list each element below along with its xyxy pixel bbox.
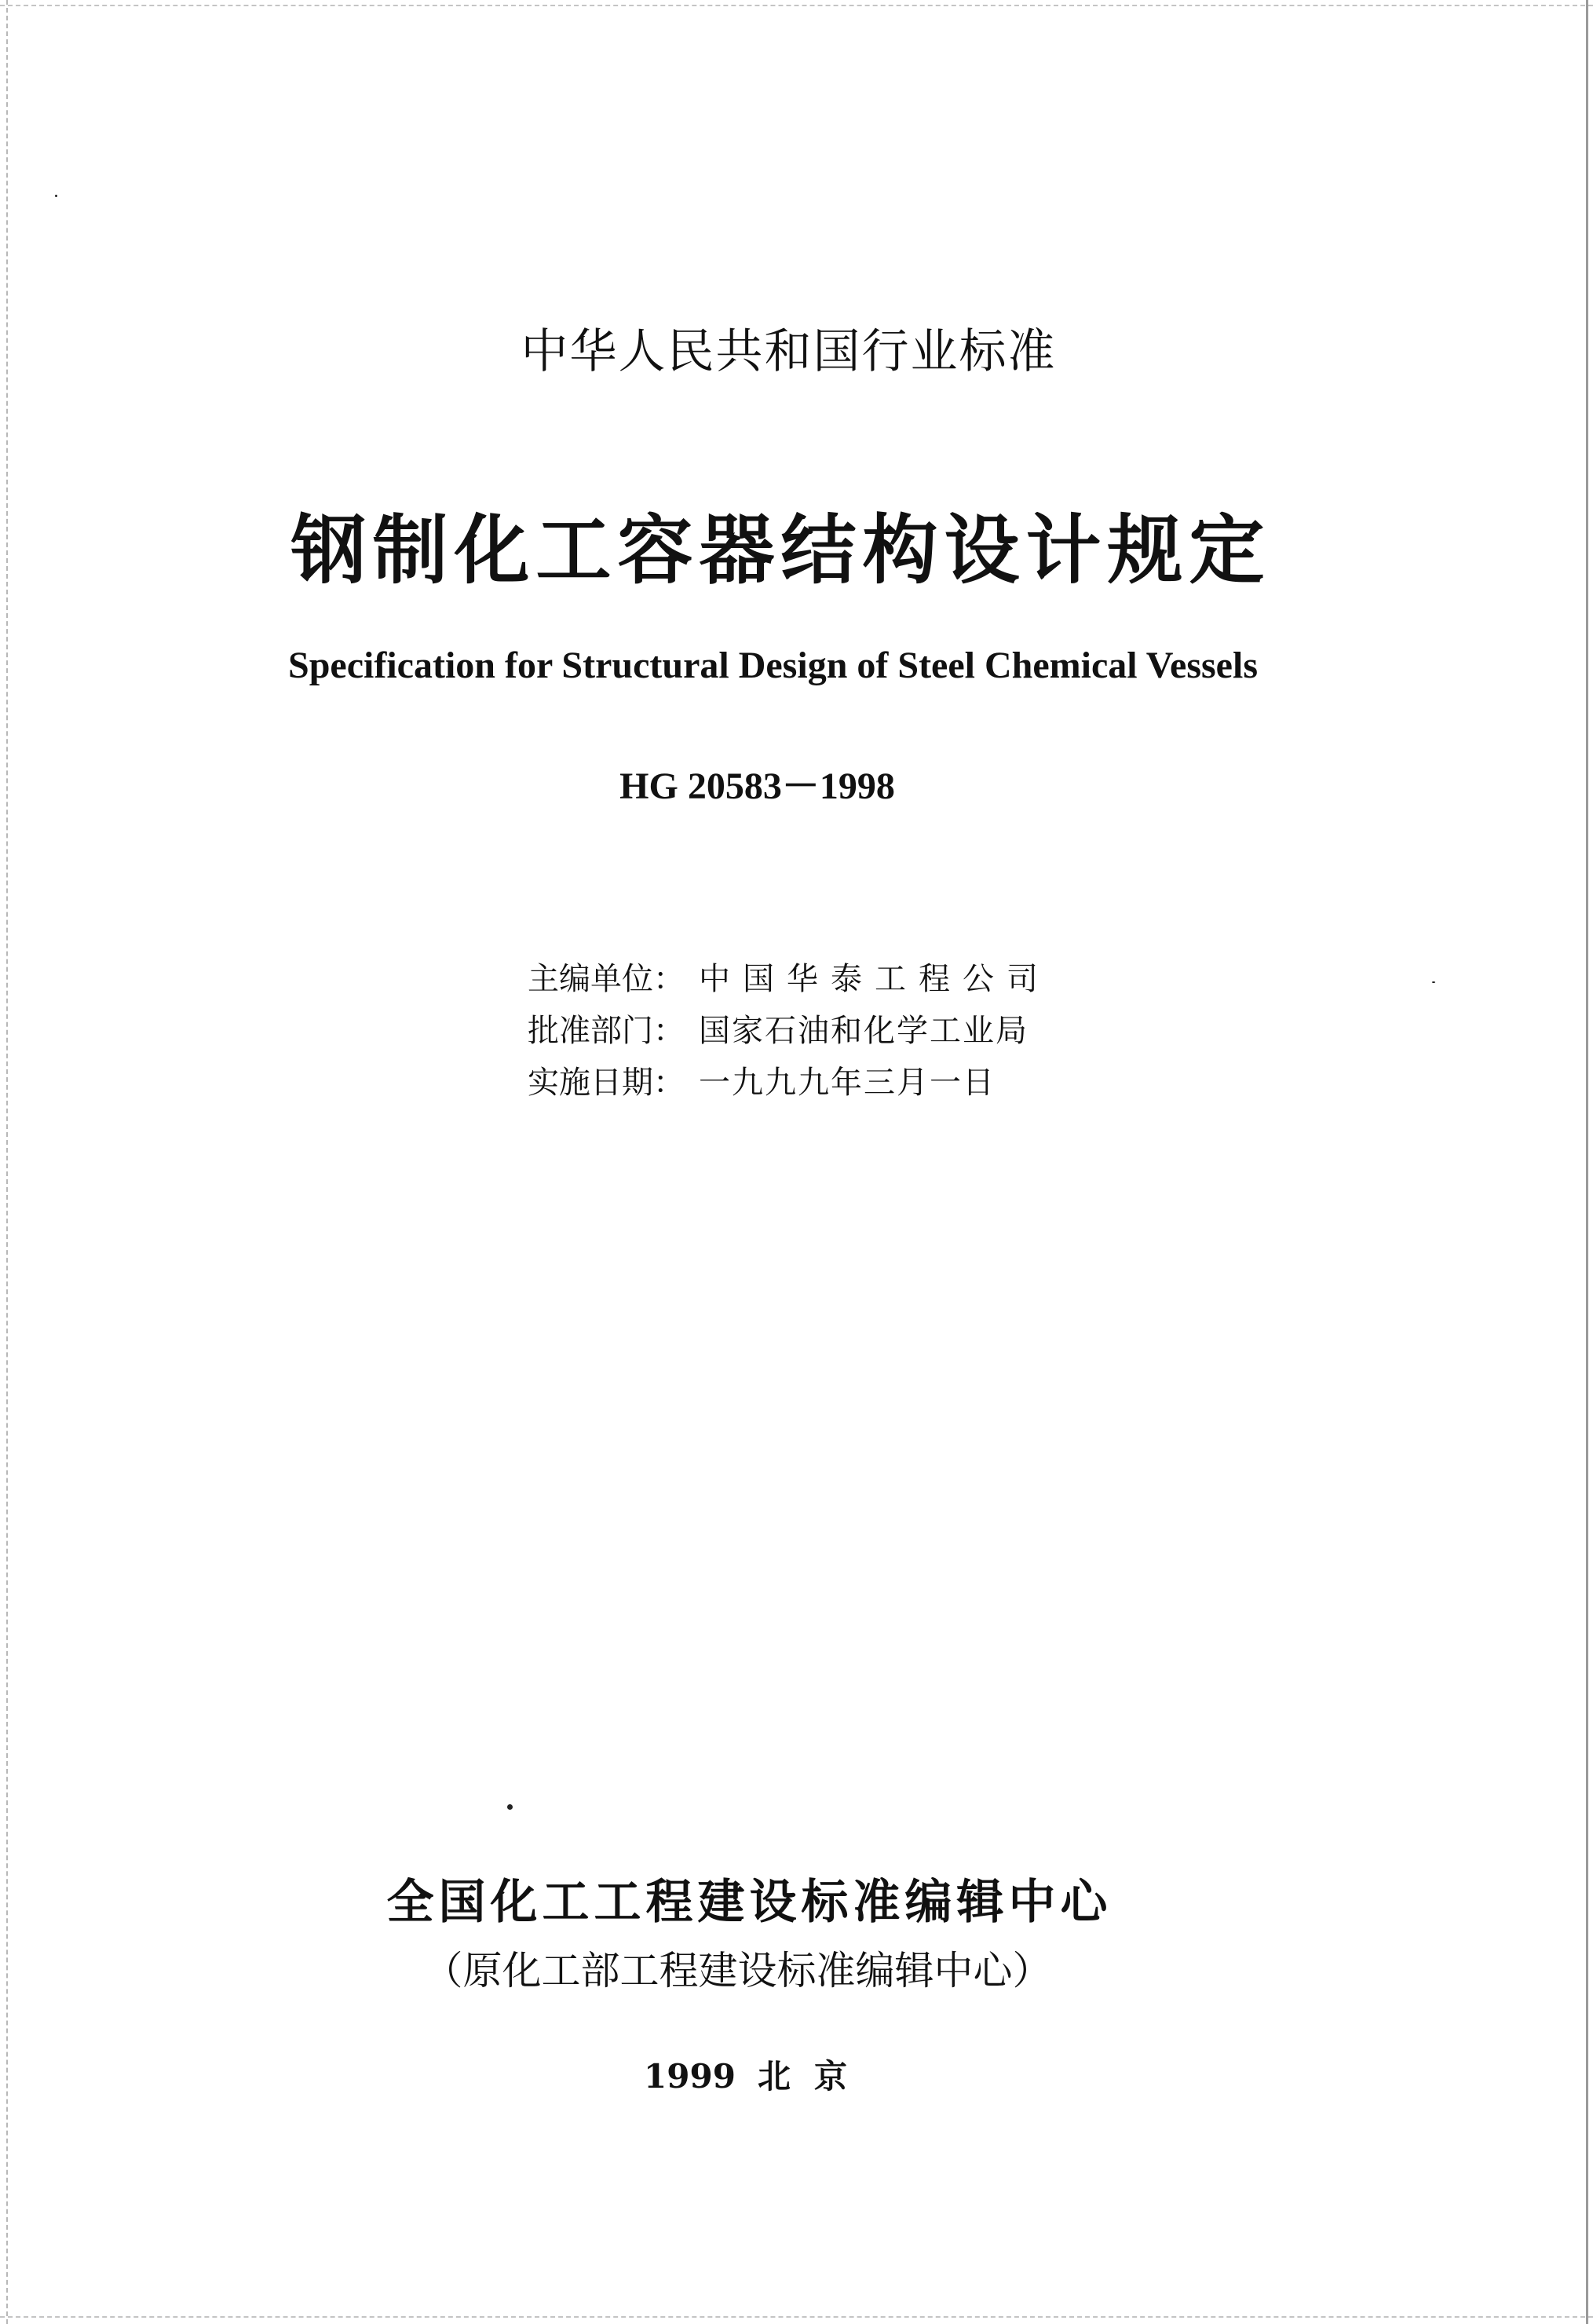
scan-speck (1432, 981, 1435, 983)
approver-value: 国家石油和化学工业局 (699, 1012, 1029, 1049)
editor-row (528, 950, 1050, 1002)
editor-label: 主编单位： (528, 960, 685, 997)
date-row (528, 1054, 1050, 1105)
imprint-year: 1999 (644, 2057, 736, 2096)
document-title-zh: 钢制化工容器结构设计规定 (290, 506, 1271, 594)
scan-edge-bottom (0, 2316, 1593, 2318)
issuance-info (528, 950, 1050, 1105)
industry-standard-heading: 中华人民共和国行业标准 (521, 324, 1057, 379)
date-label: 实施日期： (528, 1064, 685, 1101)
approver-row (528, 1002, 1050, 1054)
editor-value: 中国华泰工程公司 (699, 960, 1050, 997)
standard-code: HG 20583－1998 (619, 766, 895, 807)
scan-edge-right (1586, 0, 1588, 2324)
imprint (0, 2051, 1554, 2098)
publisher-name: 全国化工工程建设标准编辑中心 (386, 1875, 1113, 1930)
scan-edge-top (0, 5, 1593, 6)
scan-speck (55, 195, 57, 197)
publisher-former-name: （原化工部工程建设标准编辑中心） (423, 1948, 1052, 1993)
approver-label: 批准部门： (528, 1012, 685, 1049)
date-value: 一九九九年三月一日 (699, 1064, 996, 1101)
imprint-city: 北京 (757, 2057, 871, 2096)
scan-speck (507, 1804, 513, 1810)
document-title-en: Specification for Structural Design of Steel Chemical Vessels (288, 645, 1258, 686)
